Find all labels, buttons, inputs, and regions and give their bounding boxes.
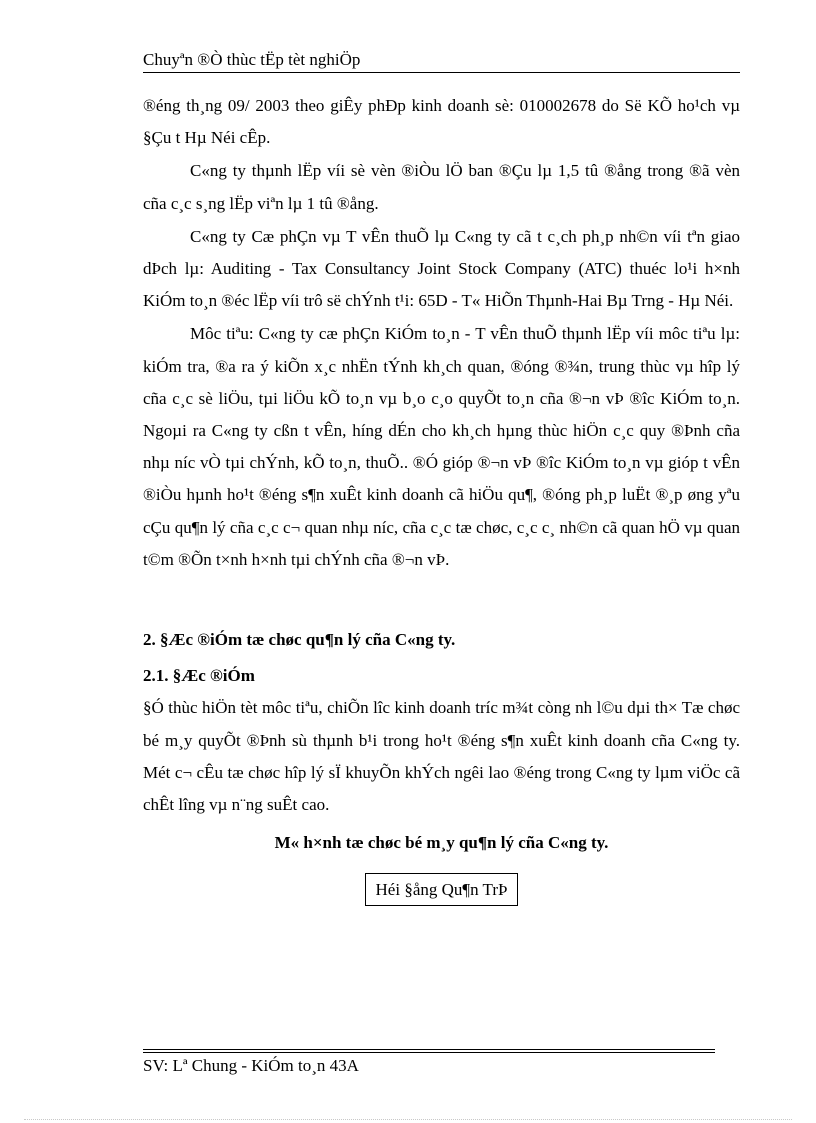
- page-edge-divider: [24, 1119, 792, 1120]
- header-rule: [143, 72, 740, 73]
- paragraph-organization: §Ó thùc hiÖn tèt môc tiªu, chiÕn lîc kinh doanh tríc m¾t còng nh l©u dµi th× Tæ chøc bé m¸y quyÕt ®Þnh sù thµnh b¹i trong ho¹t ®éng s¶n xuÊt kinh doanh cña C«ng ty. Mét c¬ cÊu tæ chøc hîp lý sÏ khuyÕn khÝch ngêi lao ®éng trong C«ng ty lµm viÖc cã chÊt lîng vµ n¨ng suÊt cao.: [143, 698, 740, 815]
- running-footer: SV: Lª Chung - KiÓm to¸n 43A: [143, 1056, 359, 1075]
- org-box-board: Héi §ång Qu¶n TrÞ: [365, 873, 519, 906]
- document-body: [143, 90, 740, 907]
- paragraph-registration: ®éng th¸ng 09/ 2003 theo giÊy phÐp kinh doanh sè: 010002678 do Së KÕ ho¹ch vµ §Çu t Hµ Néi cÊp.: [143, 96, 740, 148]
- paragraph-company-name: C«ng ty Cæ phÇn vµ T vÊn thuÕ lµ C«ng ty cã t c¸ch ph¸p nh©n víi tªn giao dÞch lµ: Auditing - Tax Consultancy Joint Stock Company (ATC) thuéc lo¹i h×nh KiÓm to¸n ®éc lËp víi trô së chÝnh t¹i: 65D - T« HiÕn Thµnh-Hai Bµ Trng - Hµ Néi.: [143, 226, 740, 311]
- diagram-title: M« h×nh tæ chøc bé m¸y qu¶n lý cña C«ng ty.: [274, 833, 609, 853]
- section-heading: 2. §Æc ®iÓm tæ chøc qu¶n lý cña C«ng ty.: [143, 630, 456, 650]
- subsection-heading: 2.1. §Æc ®iÓm: [143, 666, 255, 686]
- org-chart: [143, 873, 740, 906]
- paragraph-capital: C«ng ty thµnh lËp víi sè vèn ®iÒu lÖ ban ®Çu lµ 1,5 tû ®ång trong ®ã vèn cña c¸c s¸ng lËp viªn lµ 1 tû ®ång.: [143, 161, 740, 213]
- footer-rule-top: [143, 1049, 715, 1050]
- footer-rule-bottom: [143, 1052, 715, 1053]
- paragraph-objectives: Môc tiªu: C«ng ty cæ phÇn KiÓm to¸n - T vÊn thuÕ thµnh lËp víi môc tiªu lµ: kiÓm tra, ®a ra ý kiÕn x¸c nhËn tÝnh kh¸ch quan, ®óng ®¾n, trung thùc vµ hîp lý cña c¸c sè liÖu, tµi liÖu kÕ to¸n vµ b¸o c¸o quyÕt to¸n cña ®¬n vÞ ®îc KiÓm to¸n. Ngoµi ra C«ng ty cßn t vÊn, híng dÉn cho kh¸ch hµng thùc hiÖn c¸c quy ®Þnh cña nhµ níc vÒ tµi chÝnh, kÕ to¸n, thuÕ.. ®Ó gióp ®¬n vÞ ®îc KiÓm to¸n vµ gióp t vÊn ®iÒu hµnh ho¹t ®éng s¶n xuÊt kinh doanh cã hiÖu qu¶, ®óng ph¸p luËt ®¸p øng yªu cÇu qu¶n lý cña c¸c c¬ quan nhµ níc, cña c¸c tæ chøc, c¸c c¸ nh©n cã quan hÖ vµ quan t©m ®Õn t×nh h×nh tµi chÝnh cña ®¬n vÞ.: [143, 324, 740, 569]
- running-header: Chuyªn ®Ò thùc tËp tèt nghiÖp: [143, 50, 361, 69]
